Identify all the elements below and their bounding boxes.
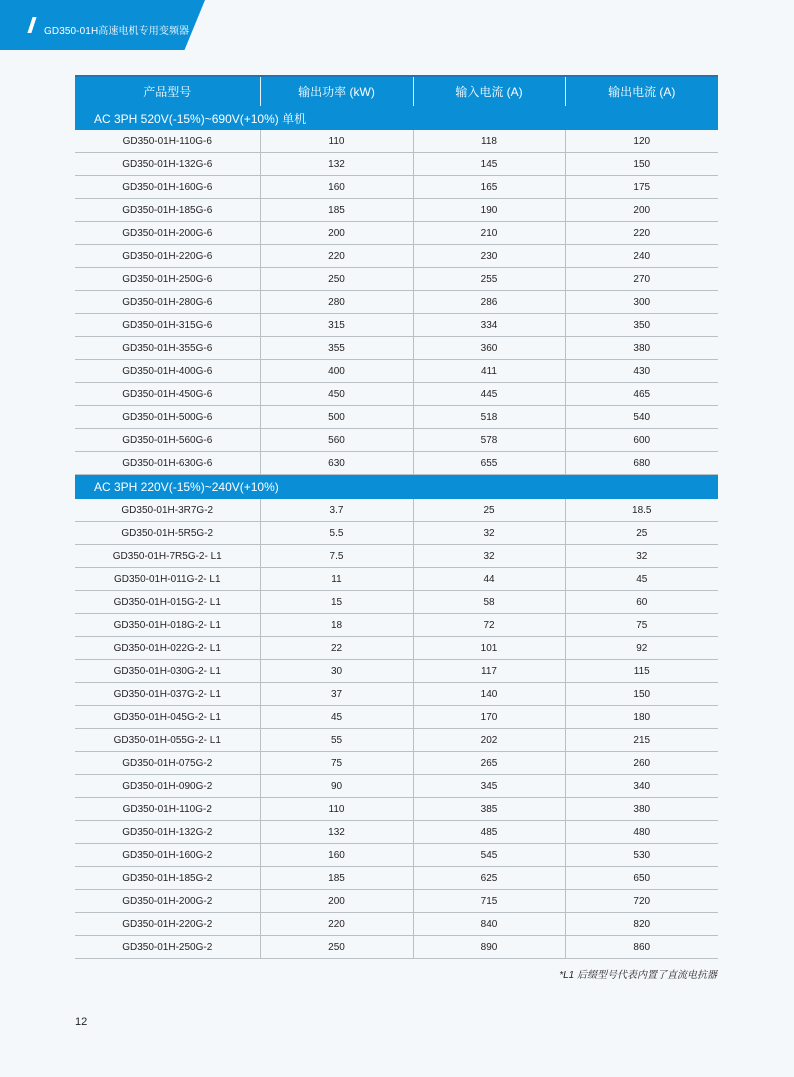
table-row	[75, 499, 718, 522]
cell-input-current: 44	[413, 568, 565, 591]
cell-model: GD350-01H-200G-2	[75, 890, 260, 913]
cell-output-power: 3.7	[260, 499, 413, 522]
table-row	[75, 660, 718, 683]
cell-model: GD350-01H-280G-6	[75, 291, 260, 314]
column-header-output-power: 输出功率 (kW)	[260, 76, 413, 106]
cell-input-current: 485	[413, 821, 565, 844]
cell-output-power: 400	[260, 360, 413, 383]
cell-model: GD350-01H-250G-6	[75, 268, 260, 291]
table-row	[75, 683, 718, 706]
table-row	[75, 568, 718, 591]
table-row	[75, 913, 718, 936]
cell-model: GD350-01H-018G-2- L1	[75, 614, 260, 637]
cell-input-current: 145	[413, 153, 565, 176]
cell-output-current: 600	[565, 429, 718, 452]
cell-model: GD350-01H-7R5G-2- L1	[75, 545, 260, 568]
cell-model: GD350-01H-630G-6	[75, 452, 260, 475]
cell-output-current: 720	[565, 890, 718, 913]
cell-input-current: 165	[413, 176, 565, 199]
table-body	[75, 106, 718, 959]
cell-output-power: 18	[260, 614, 413, 637]
cell-output-current: 92	[565, 637, 718, 660]
table-row	[75, 268, 718, 291]
cell-model: GD350-01H-450G-6	[75, 383, 260, 406]
table-row	[75, 130, 718, 153]
cell-output-power: 37	[260, 683, 413, 706]
table-row	[75, 821, 718, 844]
spec-table	[75, 75, 718, 959]
cell-output-current: 680	[565, 452, 718, 475]
cell-input-current: 58	[413, 591, 565, 614]
cell-input-current: 72	[413, 614, 565, 637]
cell-input-current: 360	[413, 337, 565, 360]
section-title: AC 3PH 220V(-15%)~240V(+10%)	[75, 475, 718, 500]
table-row	[75, 775, 718, 798]
cell-output-power: 200	[260, 890, 413, 913]
cell-output-current: 480	[565, 821, 718, 844]
cell-output-current: 25	[565, 522, 718, 545]
cell-model: GD350-01H-315G-6	[75, 314, 260, 337]
cell-input-current: 170	[413, 706, 565, 729]
cell-input-current: 445	[413, 383, 565, 406]
table-row	[75, 798, 718, 821]
cell-output-power: 250	[260, 268, 413, 291]
table-row	[75, 291, 718, 314]
cell-model: GD350-01H-160G-6	[75, 176, 260, 199]
cell-input-current: 345	[413, 775, 565, 798]
cell-input-current: 32	[413, 522, 565, 545]
table-row	[75, 867, 718, 890]
cell-model: GD350-01H-110G-2	[75, 798, 260, 821]
cell-output-current: 530	[565, 844, 718, 867]
cell-output-power: 55	[260, 729, 413, 752]
cell-output-power: 110	[260, 798, 413, 821]
cell-output-power: 7.5	[260, 545, 413, 568]
table-row	[75, 429, 718, 452]
cell-input-current: 202	[413, 729, 565, 752]
cell-model: GD350-01H-011G-2- L1	[75, 568, 260, 591]
table-row	[75, 752, 718, 775]
cell-input-current: 840	[413, 913, 565, 936]
cell-output-power: 132	[260, 821, 413, 844]
cell-input-current: 286	[413, 291, 565, 314]
cell-output-current: 350	[565, 314, 718, 337]
table-row	[75, 637, 718, 660]
cell-output-current: 380	[565, 798, 718, 821]
cell-output-power: 132	[260, 153, 413, 176]
cell-input-current: 545	[413, 844, 565, 867]
cell-input-current: 25	[413, 499, 565, 522]
cell-input-current: 411	[413, 360, 565, 383]
cell-output-current: 32	[565, 545, 718, 568]
section-header-row	[75, 106, 718, 130]
cell-input-current: 890	[413, 936, 565, 959]
cell-output-current: 260	[565, 752, 718, 775]
table-row	[75, 844, 718, 867]
cell-model: GD350-01H-030G-2- L1	[75, 660, 260, 683]
cell-output-current: 150	[565, 153, 718, 176]
cell-output-power: 200	[260, 222, 413, 245]
footnote: *L1 后缀型号代表内置了直流电抗器	[559, 970, 717, 981]
table-row	[75, 245, 718, 268]
cell-output-current: 120	[565, 130, 718, 153]
cell-model: GD350-01H-3R7G-2	[75, 499, 260, 522]
cell-model: GD350-01H-132G-6	[75, 153, 260, 176]
cell-output-current: 180	[565, 706, 718, 729]
cell-input-current: 190	[413, 199, 565, 222]
cell-input-current: 101	[413, 637, 565, 660]
cell-input-current: 230	[413, 245, 565, 268]
cell-output-power: 220	[260, 245, 413, 268]
table-row	[75, 729, 718, 752]
cell-model: GD350-01H-400G-6	[75, 360, 260, 383]
cell-output-current: 465	[565, 383, 718, 406]
cell-model: GD350-01H-055G-2- L1	[75, 729, 260, 752]
page-number: 12	[75, 1016, 88, 1028]
cell-model: GD350-01H-355G-6	[75, 337, 260, 360]
cell-model: GD350-01H-185G-6	[75, 199, 260, 222]
cell-output-current: 240	[565, 245, 718, 268]
cell-output-current: 270	[565, 268, 718, 291]
cell-output-current: 430	[565, 360, 718, 383]
table-row	[75, 890, 718, 913]
cell-output-power: 110	[260, 130, 413, 153]
cell-output-current: 340	[565, 775, 718, 798]
cell-model: GD350-01H-185G-2	[75, 867, 260, 890]
cell-output-current: 75	[565, 614, 718, 637]
cell-output-current: 150	[565, 683, 718, 706]
cell-input-current: 385	[413, 798, 565, 821]
cell-output-power: 160	[260, 176, 413, 199]
cell-input-current: 715	[413, 890, 565, 913]
cell-model: GD350-01H-160G-2	[75, 844, 260, 867]
cell-model: GD350-01H-5R5G-2	[75, 522, 260, 545]
cell-input-current: 625	[413, 867, 565, 890]
cell-output-power: 560	[260, 429, 413, 452]
cell-model: GD350-01H-015G-2- L1	[75, 591, 260, 614]
cell-output-current: 540	[565, 406, 718, 429]
table-row	[75, 522, 718, 545]
cell-input-current: 140	[413, 683, 565, 706]
section-title: AC 3PH 520V(-15%)~690V(+10%) 单机	[75, 106, 718, 130]
cell-output-power: 355	[260, 337, 413, 360]
table-row	[75, 545, 718, 568]
cell-input-current: 118	[413, 130, 565, 153]
cell-input-current: 655	[413, 452, 565, 475]
cell-output-power: 315	[260, 314, 413, 337]
cell-output-power: 220	[260, 913, 413, 936]
cell-model: GD350-01H-500G-6	[75, 406, 260, 429]
cell-model: GD350-01H-075G-2	[75, 752, 260, 775]
column-header-input-current: 输入电流 (A)	[413, 76, 565, 106]
cell-output-current: 820	[565, 913, 718, 936]
cell-output-current: 300	[565, 291, 718, 314]
cell-output-power: 630	[260, 452, 413, 475]
cell-input-current: 32	[413, 545, 565, 568]
table-row	[75, 199, 718, 222]
cell-model: GD350-01H-022G-2- L1	[75, 637, 260, 660]
cell-output-power: 500	[260, 406, 413, 429]
column-header-output-current: 输出电流 (A)	[565, 76, 718, 106]
table-row	[75, 614, 718, 637]
cell-model: GD350-01H-200G-6	[75, 222, 260, 245]
cell-input-current: 578	[413, 429, 565, 452]
cell-output-power: 90	[260, 775, 413, 798]
cell-output-power: 185	[260, 867, 413, 890]
cell-input-current: 210	[413, 222, 565, 245]
cell-output-power: 450	[260, 383, 413, 406]
table-row	[75, 591, 718, 614]
cell-output-current: 650	[565, 867, 718, 890]
cell-output-power: 75	[260, 752, 413, 775]
cell-output-power: 250	[260, 936, 413, 959]
cell-output-power: 185	[260, 199, 413, 222]
cell-input-current: 334	[413, 314, 565, 337]
cell-model: GD350-01H-250G-2	[75, 936, 260, 959]
cell-output-power: 45	[260, 706, 413, 729]
cell-model: GD350-01H-132G-2	[75, 821, 260, 844]
cell-output-current: 18.5	[565, 499, 718, 522]
cell-output-current: 220	[565, 222, 718, 245]
table-row	[75, 452, 718, 475]
table-row	[75, 176, 718, 199]
cell-input-current: 518	[413, 406, 565, 429]
table-row	[75, 153, 718, 176]
section-header-row	[75, 475, 718, 500]
cell-output-power: 15	[260, 591, 413, 614]
cell-output-power: 160	[260, 844, 413, 867]
table-row	[75, 360, 718, 383]
cell-output-current: 115	[565, 660, 718, 683]
cell-output-current: 45	[565, 568, 718, 591]
cell-output-current: 200	[565, 199, 718, 222]
table-row	[75, 337, 718, 360]
table-row	[75, 314, 718, 337]
cell-output-power: 11	[260, 568, 413, 591]
header-title: GD350-01H高速电机专用变频器	[44, 26, 190, 37]
cell-output-current: 215	[565, 729, 718, 752]
cell-input-current: 117	[413, 660, 565, 683]
cell-output-current: 175	[565, 176, 718, 199]
cell-input-current: 255	[413, 268, 565, 291]
cell-output-power: 5.5	[260, 522, 413, 545]
cell-model: GD350-01H-045G-2- L1	[75, 706, 260, 729]
table-row	[75, 383, 718, 406]
cell-output-power: 30	[260, 660, 413, 683]
table-row	[75, 706, 718, 729]
table-row	[75, 936, 718, 959]
cell-model: GD350-01H-037G-2- L1	[75, 683, 260, 706]
cell-model: GD350-01H-220G-2	[75, 913, 260, 936]
cell-output-power: 280	[260, 291, 413, 314]
cell-model: GD350-01H-090G-2	[75, 775, 260, 798]
cell-output-current: 60	[565, 591, 718, 614]
cell-model: GD350-01H-110G-6	[75, 130, 260, 153]
cell-output-current: 860	[565, 936, 718, 959]
table-header-row	[75, 76, 718, 106]
table-row	[75, 222, 718, 245]
cell-model: GD350-01H-220G-6	[75, 245, 260, 268]
cell-output-power: 22	[260, 637, 413, 660]
cell-input-current: 265	[413, 752, 565, 775]
cell-output-current: 380	[565, 337, 718, 360]
table-row	[75, 406, 718, 429]
column-header-model: 产品型号	[75, 76, 260, 106]
cell-model: GD350-01H-560G-6	[75, 429, 260, 452]
